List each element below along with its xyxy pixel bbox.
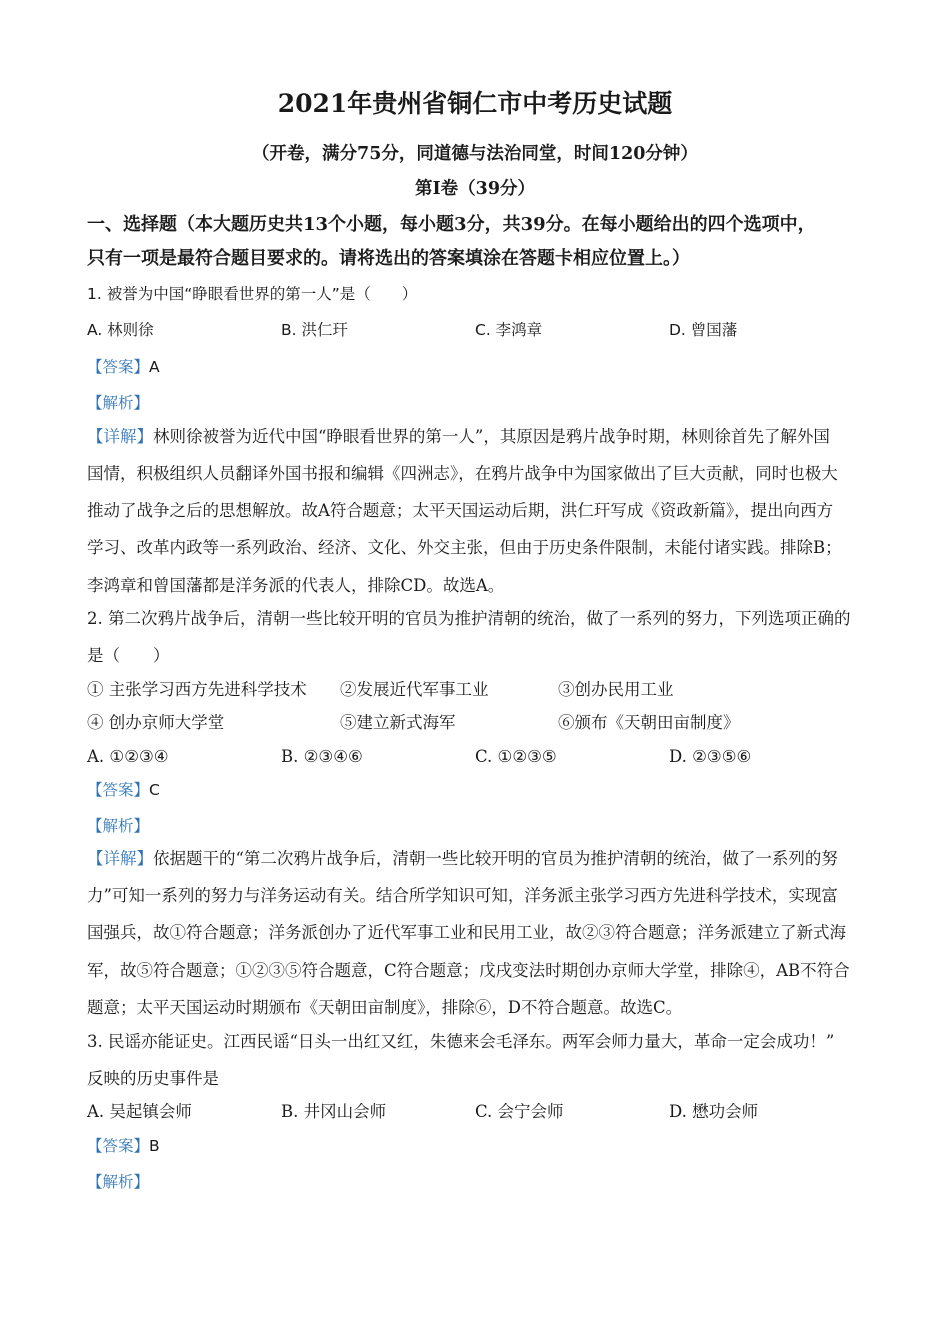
- q2-detail-line-5: 题意；太平天国运动时期颁布《天朝田亩制度》，排除⑥，D不符合题意。故选C。: [87, 998, 683, 1017]
- q1-option-d: D. 曾国藩: [669, 321, 738, 339]
- q2-item-4: ④ 创办京师大学堂: [87, 713, 225, 732]
- section-instruction-line-2: 只有一项是最符合题目要求的。请将选出的答案填涂在答题卡相应位置上。）: [87, 248, 690, 269]
- q3-option-a: A. 吴起镇会师: [87, 1102, 192, 1121]
- q2-detail-line-3: 国强兵，故①符合题意；洋务派创办了近代军事工业和民用工业，故②③符合题意；洋务派建立了新式海: [87, 923, 846, 942]
- q1-option-a: A. 林则徐: [87, 321, 154, 339]
- detail-tag: 【详解】: [87, 849, 153, 868]
- q2-item-2: ②发展近代军事工业: [340, 680, 489, 699]
- q2-item-3: ③创办民用工业: [558, 680, 674, 699]
- q2-answer-value: C: [149, 781, 160, 799]
- q1-answer-value: A: [149, 358, 160, 376]
- detail-tag: 【详解】: [87, 427, 153, 446]
- q3-analysis-tag: 【解析】: [87, 1173, 150, 1191]
- q1-detail-line-5: 李鸿章和曾国藩都是洋务派的代表人，排除CD。故选A。: [87, 576, 505, 595]
- q3-option-d: D. 懋功会师: [669, 1102, 759, 1121]
- part-heading: 第Ⅰ卷（39分）: [414, 179, 536, 199]
- q1-answer: [87, 357, 160, 377]
- q2-detail-line-2: 力”可知一系列的努力与洋务运动有关。结合所学知识可知，洋务派主张学习西方先进科学技术，实现富: [87, 886, 838, 905]
- q1-option-c: C. 李鸿章: [475, 321, 543, 339]
- q2-detail-line-1: 【详解】依据题干的“第二次鸦片战争后，清朝一些比较开明的官员为推护清朝的统治，做了一系列的努: [87, 849, 838, 868]
- q2-analysis-tag: 【解析】: [87, 817, 150, 835]
- q2-stem-line-1: 2. 第二次鸦片战争后，清朝一些比较开明的官员为推护清朝的统治，做了一系列的努力，下列选项正确的: [87, 609, 851, 628]
- q2-item-1: ① 主张学习西方先进科学技术: [87, 680, 307, 699]
- q2-answer: [87, 780, 160, 800]
- page-title: 2021年贵州省铜仁市中考历史试题: [277, 89, 673, 118]
- q3-answer-value: B: [149, 1137, 160, 1155]
- q3-answer: [87, 1136, 160, 1156]
- q1-detail-line-1: 【详解】林则徐被誉为近代中国“睁眼看世界的第一人”，其原因是鸦片战争时期，林则徐首先了解外国: [87, 427, 830, 446]
- q2-option-d: D. ②③⑤⑥: [669, 747, 752, 766]
- q3-option-c: C. 会宁会师: [475, 1102, 564, 1121]
- q2-detail-line-4: 军，故⑤符合题意；①②③⑤符合题意，C符合题意；戊戌变法时期创办京师大学堂，排除④，AB不符合: [87, 961, 850, 980]
- q2-item-6: ⑥颁布《天朝田亩制度》: [558, 713, 740, 732]
- q1-detail-line-4: 学习、改革内政等一系列政治、经济、文化、外交主张，但由于历史条件限制，未能付诸实践。排除B；: [87, 538, 842, 557]
- section-instruction-line-1: 一、选择题（本大题历史共13个小题，每小题3分，共39分。在每小题给出的四个选项中，: [87, 214, 816, 235]
- exam-subtitle: （开卷，满分75分，同道德与法治同堂，时间120分钟）: [252, 144, 698, 164]
- q1-stem: 1. 被誉为中国“睁眼看世界的第一人”是（ ）: [87, 285, 418, 303]
- q2-stem-line-2: 是（ ）: [87, 646, 170, 665]
- q2-option-a: A. ①②③④: [87, 747, 169, 766]
- q3-stem-line-2: 反映的历史事件是: [87, 1069, 219, 1088]
- q1-analysis-tag: 【解析】: [87, 394, 150, 412]
- q2-option-c: C. ①②③⑤: [475, 747, 557, 766]
- q1-option-b: B. 洪仁玕: [281, 321, 348, 339]
- answer-tag: 【答案】: [87, 781, 150, 799]
- q3-stem-line-1: 3. 民谣亦能证史。江西民谣“日头一出红又红，朱德来会毛泽东。两军会师力量大，革命一定会成功！”: [87, 1032, 835, 1051]
- q1-detail-line-3: 推动了战争之后的思想解放。故A符合题意；太平天国运动后期，洪仁玕写成《资政新篇》，提出向西方: [87, 501, 834, 520]
- answer-tag: 【答案】: [87, 1137, 150, 1155]
- q2-option-b: B. ②③④⑥: [281, 747, 363, 766]
- q3-option-b: B. 井冈山会师: [281, 1102, 387, 1121]
- answer-tag: 【答案】: [87, 358, 150, 376]
- q2-item-5: ⑤建立新式海军: [340, 713, 456, 732]
- q1-detail-line-2: 国情，积极组织人员翻译外国书报和编辑《四洲志》，在鸦片战争中为国家做出了巨大贡献，同时也极大: [87, 464, 838, 483]
